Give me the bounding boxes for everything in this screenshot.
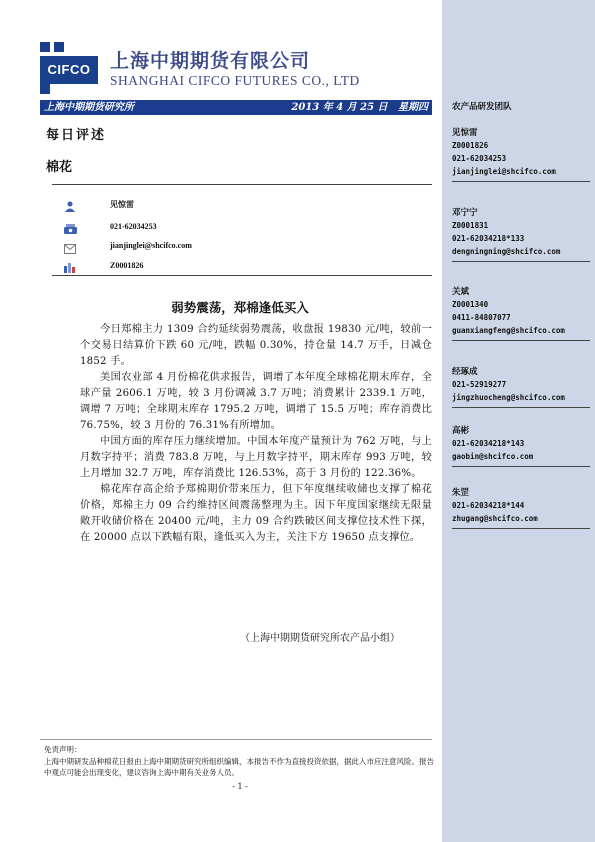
divider bbox=[452, 340, 590, 341]
logo-square bbox=[54, 42, 64, 52]
paragraph: 美国农业部 4 月份棉花供求报告，调增了本年度全球棉花期末库存，全球产量 2606.1 万吨，较 3 月份调减 3.7 万吨；消费累计 2339.1 万吨，调增 7 万吨；全球期末库存 1795.2 万吨，调增了 15.5 万吨；库存消费比 76.75%，较 3 月份的 76.31%有所增加。 bbox=[80, 372, 432, 431]
contact-name: 见惊雷 bbox=[110, 200, 134, 209]
weekday-text: 星期四 bbox=[398, 102, 428, 113]
member-email[interactable]: dengningning@shcifco.com bbox=[452, 247, 561, 256]
member-name: 见惊雷 bbox=[452, 128, 478, 138]
member-license: Z0001831 bbox=[452, 221, 489, 230]
article-title: 弱势震荡，郑棉逢低买入 bbox=[171, 300, 309, 315]
member-email[interactable]: jianjinglei@shcifco.com bbox=[452, 167, 556, 176]
logo-square bbox=[40, 84, 50, 94]
page-number: - 1 - bbox=[232, 782, 248, 791]
member-name: 经琢成 bbox=[452, 367, 478, 377]
report-date bbox=[291, 100, 428, 115]
report-type: 每日评述 bbox=[46, 128, 107, 143]
phone-icon bbox=[64, 220, 76, 230]
member-phone: 021-62034218*144 bbox=[452, 501, 525, 510]
article-body bbox=[80, 322, 432, 546]
paragraph: 今日郑棉主力 1309 合约延续弱势震荡，收盘报 19830 元/吨，较前一个交易日结算价下跌 60 元/吨，跌幅 0.30%，持仓量 14.7 万手，日减仓 1852 手。 bbox=[80, 324, 432, 367]
divider bbox=[452, 407, 590, 408]
member-name: 朱罡 bbox=[452, 488, 470, 498]
article-signature: （上海中期期货研究所农产品小组） bbox=[240, 633, 400, 644]
member-phone: 021-62034253 bbox=[452, 154, 507, 163]
paragraph: 棉花库存高企给予郑棉期价带来压力，但下年度继续收储也支撑了棉花价格，郑棉主力 09 合约维持区间震荡整理为主。因下年度国家继续无限量敞开收储价格在 20400 元/吨，主力 09 合约跌破区间支撑位技术性下探，在 20000 点以下跌幅有限，逢低买入为主，关注下方 19650 点支撑位。 bbox=[80, 484, 432, 543]
email-icon bbox=[64, 239, 76, 249]
member-phone: 0411-84807077 bbox=[452, 313, 511, 322]
divider bbox=[40, 739, 432, 740]
license-icon bbox=[64, 258, 76, 268]
team-member bbox=[452, 127, 592, 182]
member-email[interactable]: gaobin@shcifco.com bbox=[452, 452, 534, 461]
logo-wordmark bbox=[40, 56, 98, 84]
team-member bbox=[452, 207, 592, 262]
company-name-cn: 上海中期期货有限公司 bbox=[110, 50, 311, 72]
divider bbox=[452, 181, 590, 182]
paragraph: 中国方面的库存压力继续增加。中国本年度产量预计为 762 万吨，与上月数字持平；消费 783.8 万吨，与上月数字持平，期末库存 993 万吨，较上月增加 32.7 万吨，库存消费比 126.53%，高于 3 月份的 122.36%。 bbox=[80, 436, 432, 479]
commodity-name: 棉花 bbox=[46, 160, 73, 175]
member-email[interactable]: jingzhuocheng@shcifco.com bbox=[452, 393, 565, 402]
header-bar bbox=[40, 100, 432, 115]
member-phone: 021-62034218*133 bbox=[452, 234, 525, 243]
member-license: Z0001340 bbox=[452, 300, 489, 309]
member-email[interactable]: zhugang@shcifco.com bbox=[452, 514, 538, 523]
divider bbox=[52, 275, 432, 276]
divider bbox=[52, 184, 432, 185]
date-text: 2013 年 4 月 25 日 bbox=[291, 102, 388, 113]
logo-square bbox=[40, 42, 50, 52]
divider bbox=[452, 466, 590, 467]
disclaimer-text: 上海中期研发品种棉花日报由上海中期期货研究所组织编辑，本报告不作为直接投资依据，据此入市应注意风险。报告中观点可能会出现变化，建议咨询上海中期有关业务人员。 bbox=[44, 757, 434, 777]
member-phone: 021-52919277 bbox=[452, 380, 507, 389]
member-license: Z0001826 bbox=[452, 141, 489, 150]
team-member bbox=[452, 366, 592, 408]
member-phone: 021-62034218*143 bbox=[452, 439, 525, 448]
institute-name: 上海中期期货研究所 bbox=[44, 102, 134, 113]
member-name: 关斌 bbox=[452, 287, 470, 297]
contact-phone: 021-62034253 bbox=[110, 222, 157, 231]
disclaimer-title: 免责声明： bbox=[44, 745, 82, 754]
divider bbox=[452, 261, 590, 262]
person-icon bbox=[64, 197, 76, 207]
sidebar-heading: 农产品研发团队 bbox=[452, 102, 512, 112]
company-name-en: SHANGHAI CIFCO FUTURES CO., LTD bbox=[110, 73, 360, 88]
logo-text: CIFCO bbox=[47, 62, 91, 77]
contact-license: Z0001826 bbox=[110, 261, 144, 270]
contact-email[interactable]: jianjinglei@shcifco.com bbox=[110, 241, 192, 250]
divider bbox=[452, 528, 590, 529]
team-member bbox=[452, 286, 592, 341]
team-member bbox=[452, 487, 592, 529]
member-email[interactable]: guanxiangfeng@shcifco.com bbox=[452, 326, 565, 335]
member-name: 邓宁宁 bbox=[452, 208, 478, 218]
member-name: 高彬 bbox=[452, 426, 470, 436]
team-member bbox=[452, 425, 592, 467]
